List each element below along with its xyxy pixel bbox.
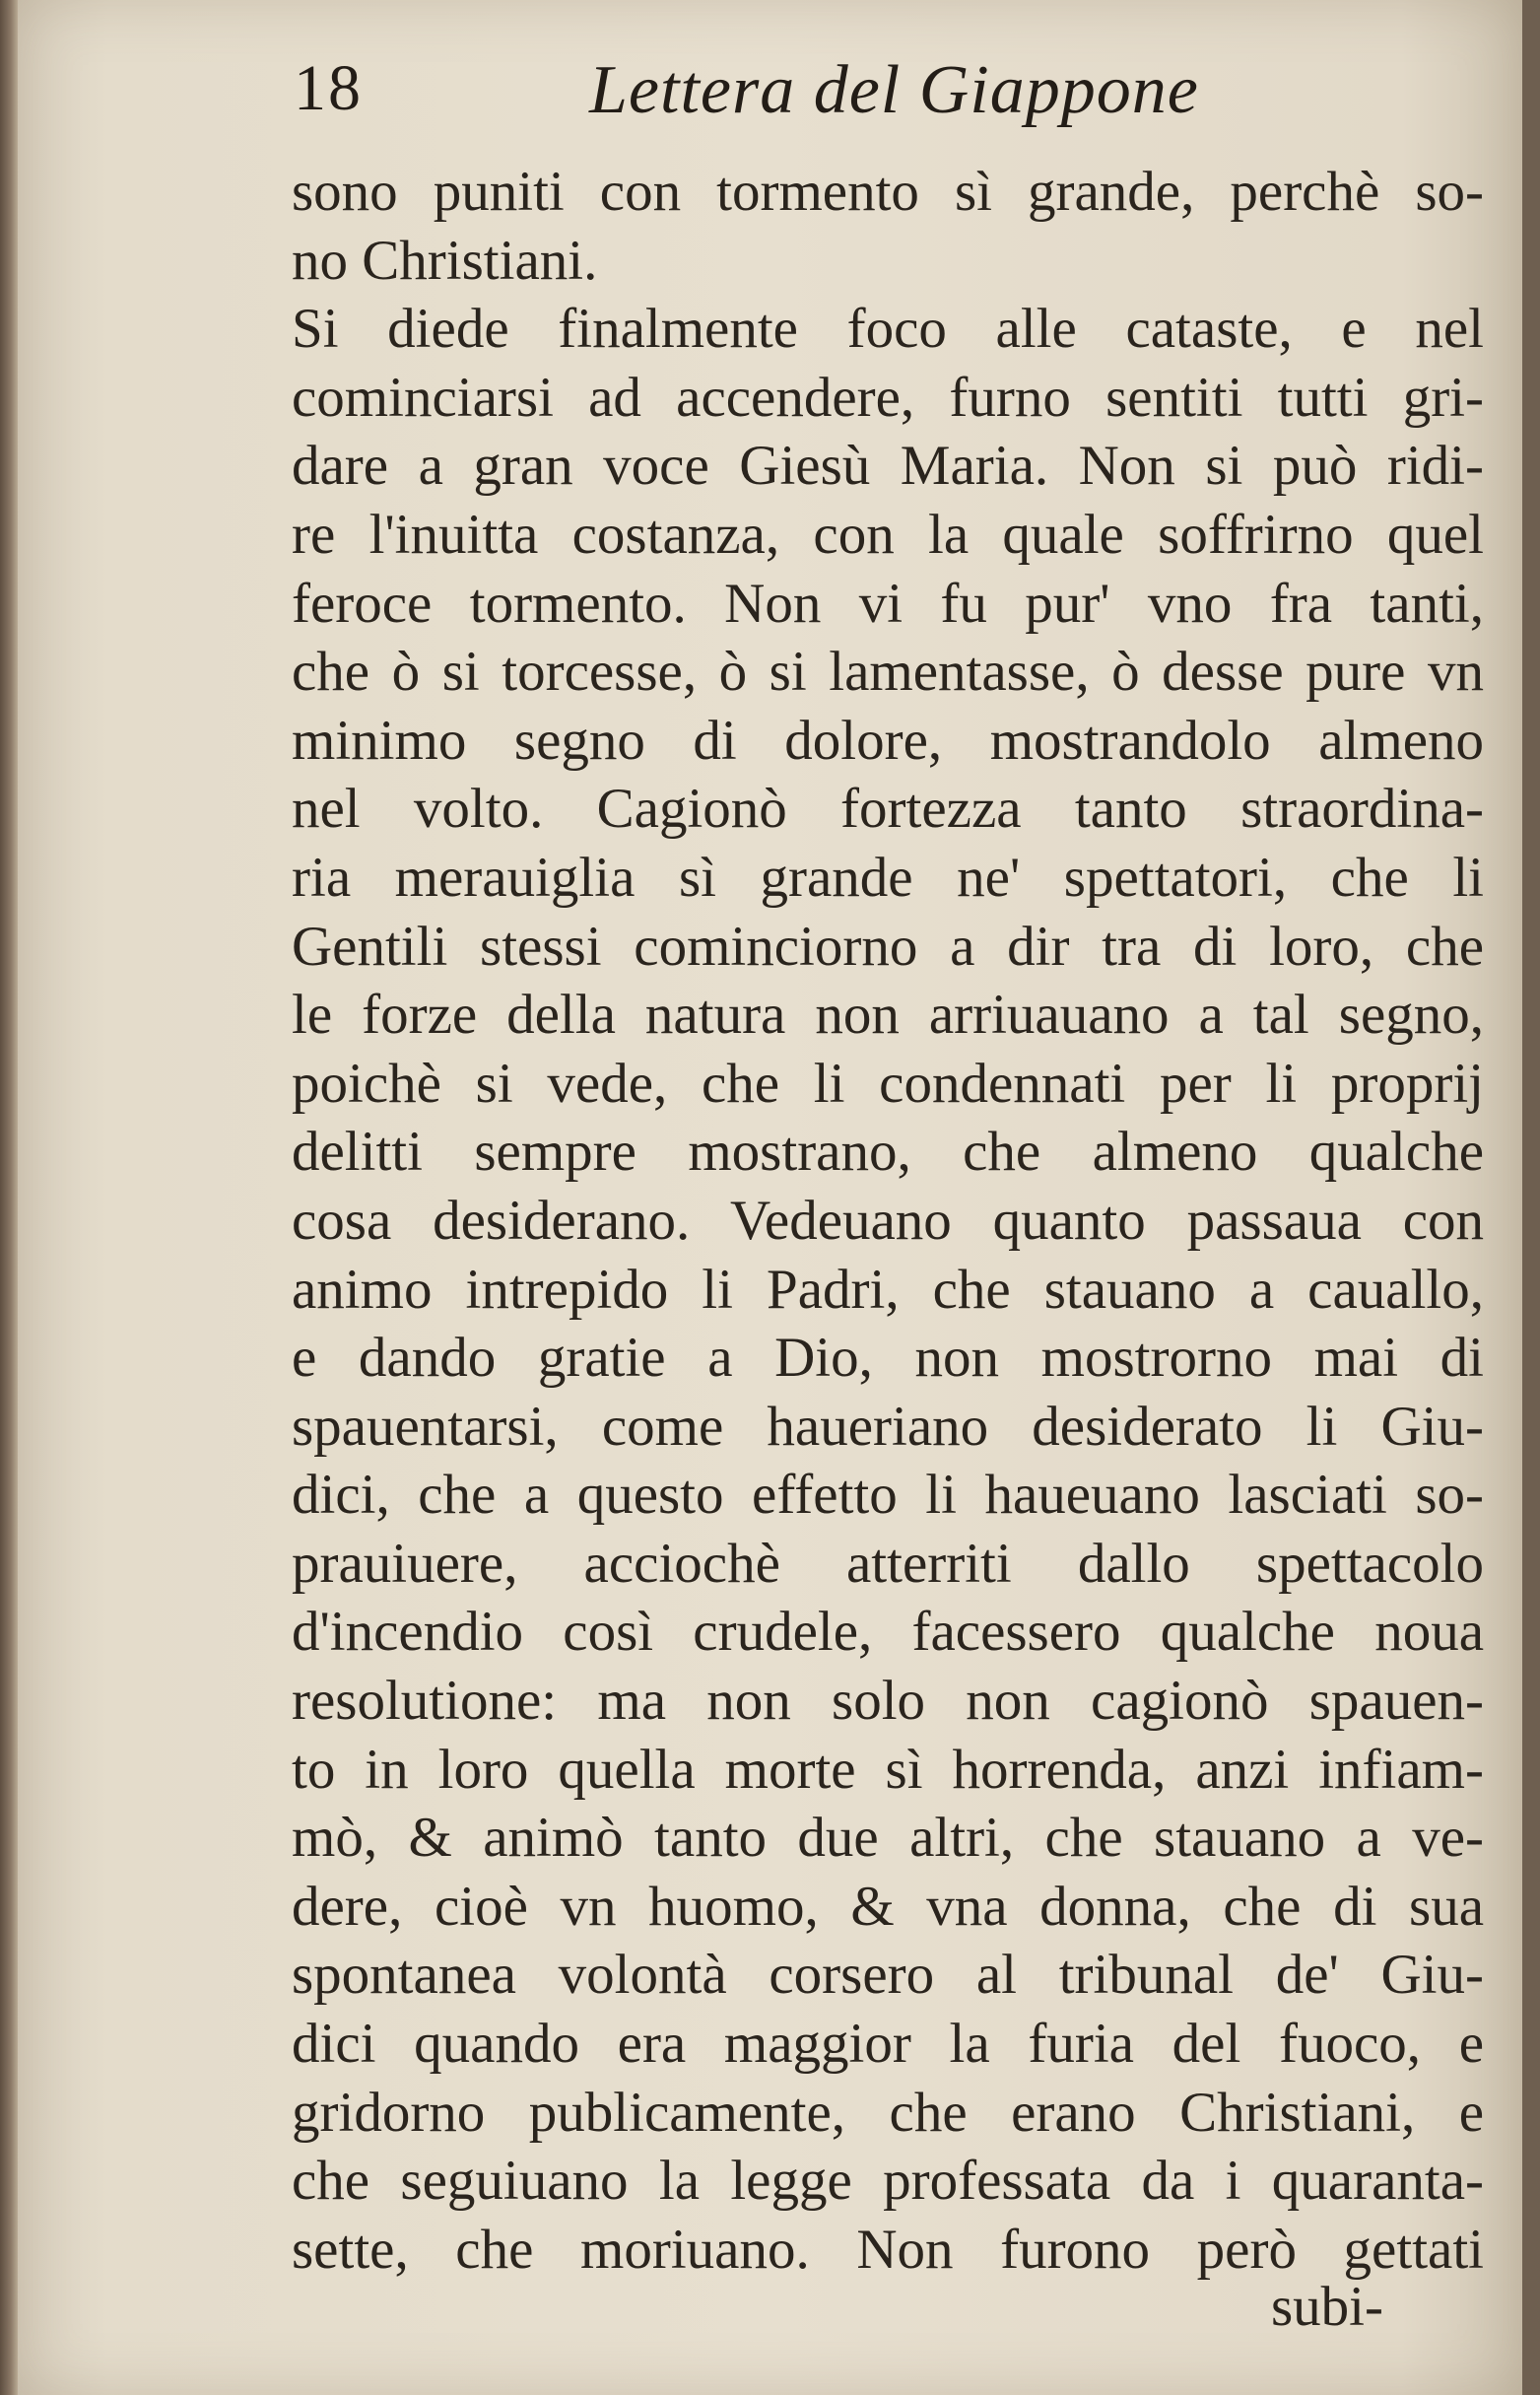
- text-line: dici quando era maggior la furia del fuoco, e: [292, 2013, 1484, 2076]
- text-line: sette, che moriuano. Non furono però gettati: [292, 2218, 1484, 2281]
- text-line: resolutione: ma non solo non cagionò spauen-: [292, 1670, 1484, 1733]
- text-line: re l'inuitta costanza, con la quale soffrirno quel: [292, 503, 1484, 566]
- text-line: animo intrepido li Padri, che stauano a cauallo,: [292, 1258, 1484, 1321]
- text-line: dere, cioè vn huomo, & vna donna, che di sua: [292, 1875, 1484, 1938]
- text-line: e dando gratie a Dio, non mostrorno mai di: [292, 1327, 1484, 1390]
- text-line: le forze della natura non arriuauano a tal segno,: [292, 984, 1484, 1047]
- text-line: dici, che a questo effetto li haueuano lasciati so-: [292, 1464, 1484, 1527]
- text-line: poichè si vede, che li condennati per li proprij: [292, 1052, 1484, 1115]
- text-line: prauiuere, acciochè atterriti dallo spettacolo: [292, 1532, 1484, 1595]
- text-line: spauentarsi, come haueriano desiderato li Giu-: [292, 1395, 1484, 1458]
- text-line: che seguiuano la legge professata da i quaranta-: [292, 2150, 1484, 2213]
- text-line: che ò si torcesse, ò si lamentasse, ò desse pure vn: [292, 641, 1484, 704]
- text-line: to in loro quella morte sì horrenda, anzi infiam-: [292, 1738, 1484, 1801]
- page-header: [274, 51, 1259, 150]
- text-line: spontanea volontà corsero al tribunal de' Giu-: [292, 1944, 1484, 2007]
- text-line: Gentili stessi cominciorno a dir tra di loro, che: [292, 915, 1484, 978]
- text-line: gridorno publicamente, che erano Christiani, e: [292, 2081, 1484, 2144]
- book-gutter-edge: [0, 0, 18, 2395]
- text-line: ria merauiglia sì grande ne' spettatori, che li: [292, 846, 1484, 909]
- page-number: 18: [294, 52, 363, 124]
- text-line: Si diede finalmente foco alle cataste, e nel: [292, 298, 1484, 361]
- text-line: delitti sempre mostrano, che almeno qualche: [292, 1121, 1484, 1184]
- text-line: cominciarsi ad accendere, furno sentiti tutti gri-: [292, 366, 1484, 429]
- text-line: no Christiani.: [292, 229, 598, 292]
- body-text: [292, 158, 1484, 2284]
- text-line: feroce tormento. Non vi fu pur' vno fra tanti,: [292, 572, 1484, 635]
- book-page: [18, 0, 1522, 2395]
- text-line: minimo segno di dolore, mostrandolo almeno: [292, 709, 1484, 772]
- text-line: nel volto. Cagionò fortezza tanto straordina-: [292, 778, 1484, 841]
- text-line: mò, & animò tanto due altri, che stauano a ve-: [292, 1807, 1484, 1870]
- text-line: cosa desiderano. Vedeuano quanto passaua con: [292, 1189, 1484, 1252]
- text-line: dare a gran voce Giesù Maria. Non si può ridi-: [292, 435, 1484, 498]
- catchword: subi-: [1271, 2276, 1383, 2338]
- running-title: Lettera del Giappone: [589, 52, 1199, 128]
- text-line: d'incendio così crudele, facessero qualche noua: [292, 1601, 1484, 1664]
- text-line: sono puniti con tormento sì grande, perchè so-: [292, 161, 1484, 223]
